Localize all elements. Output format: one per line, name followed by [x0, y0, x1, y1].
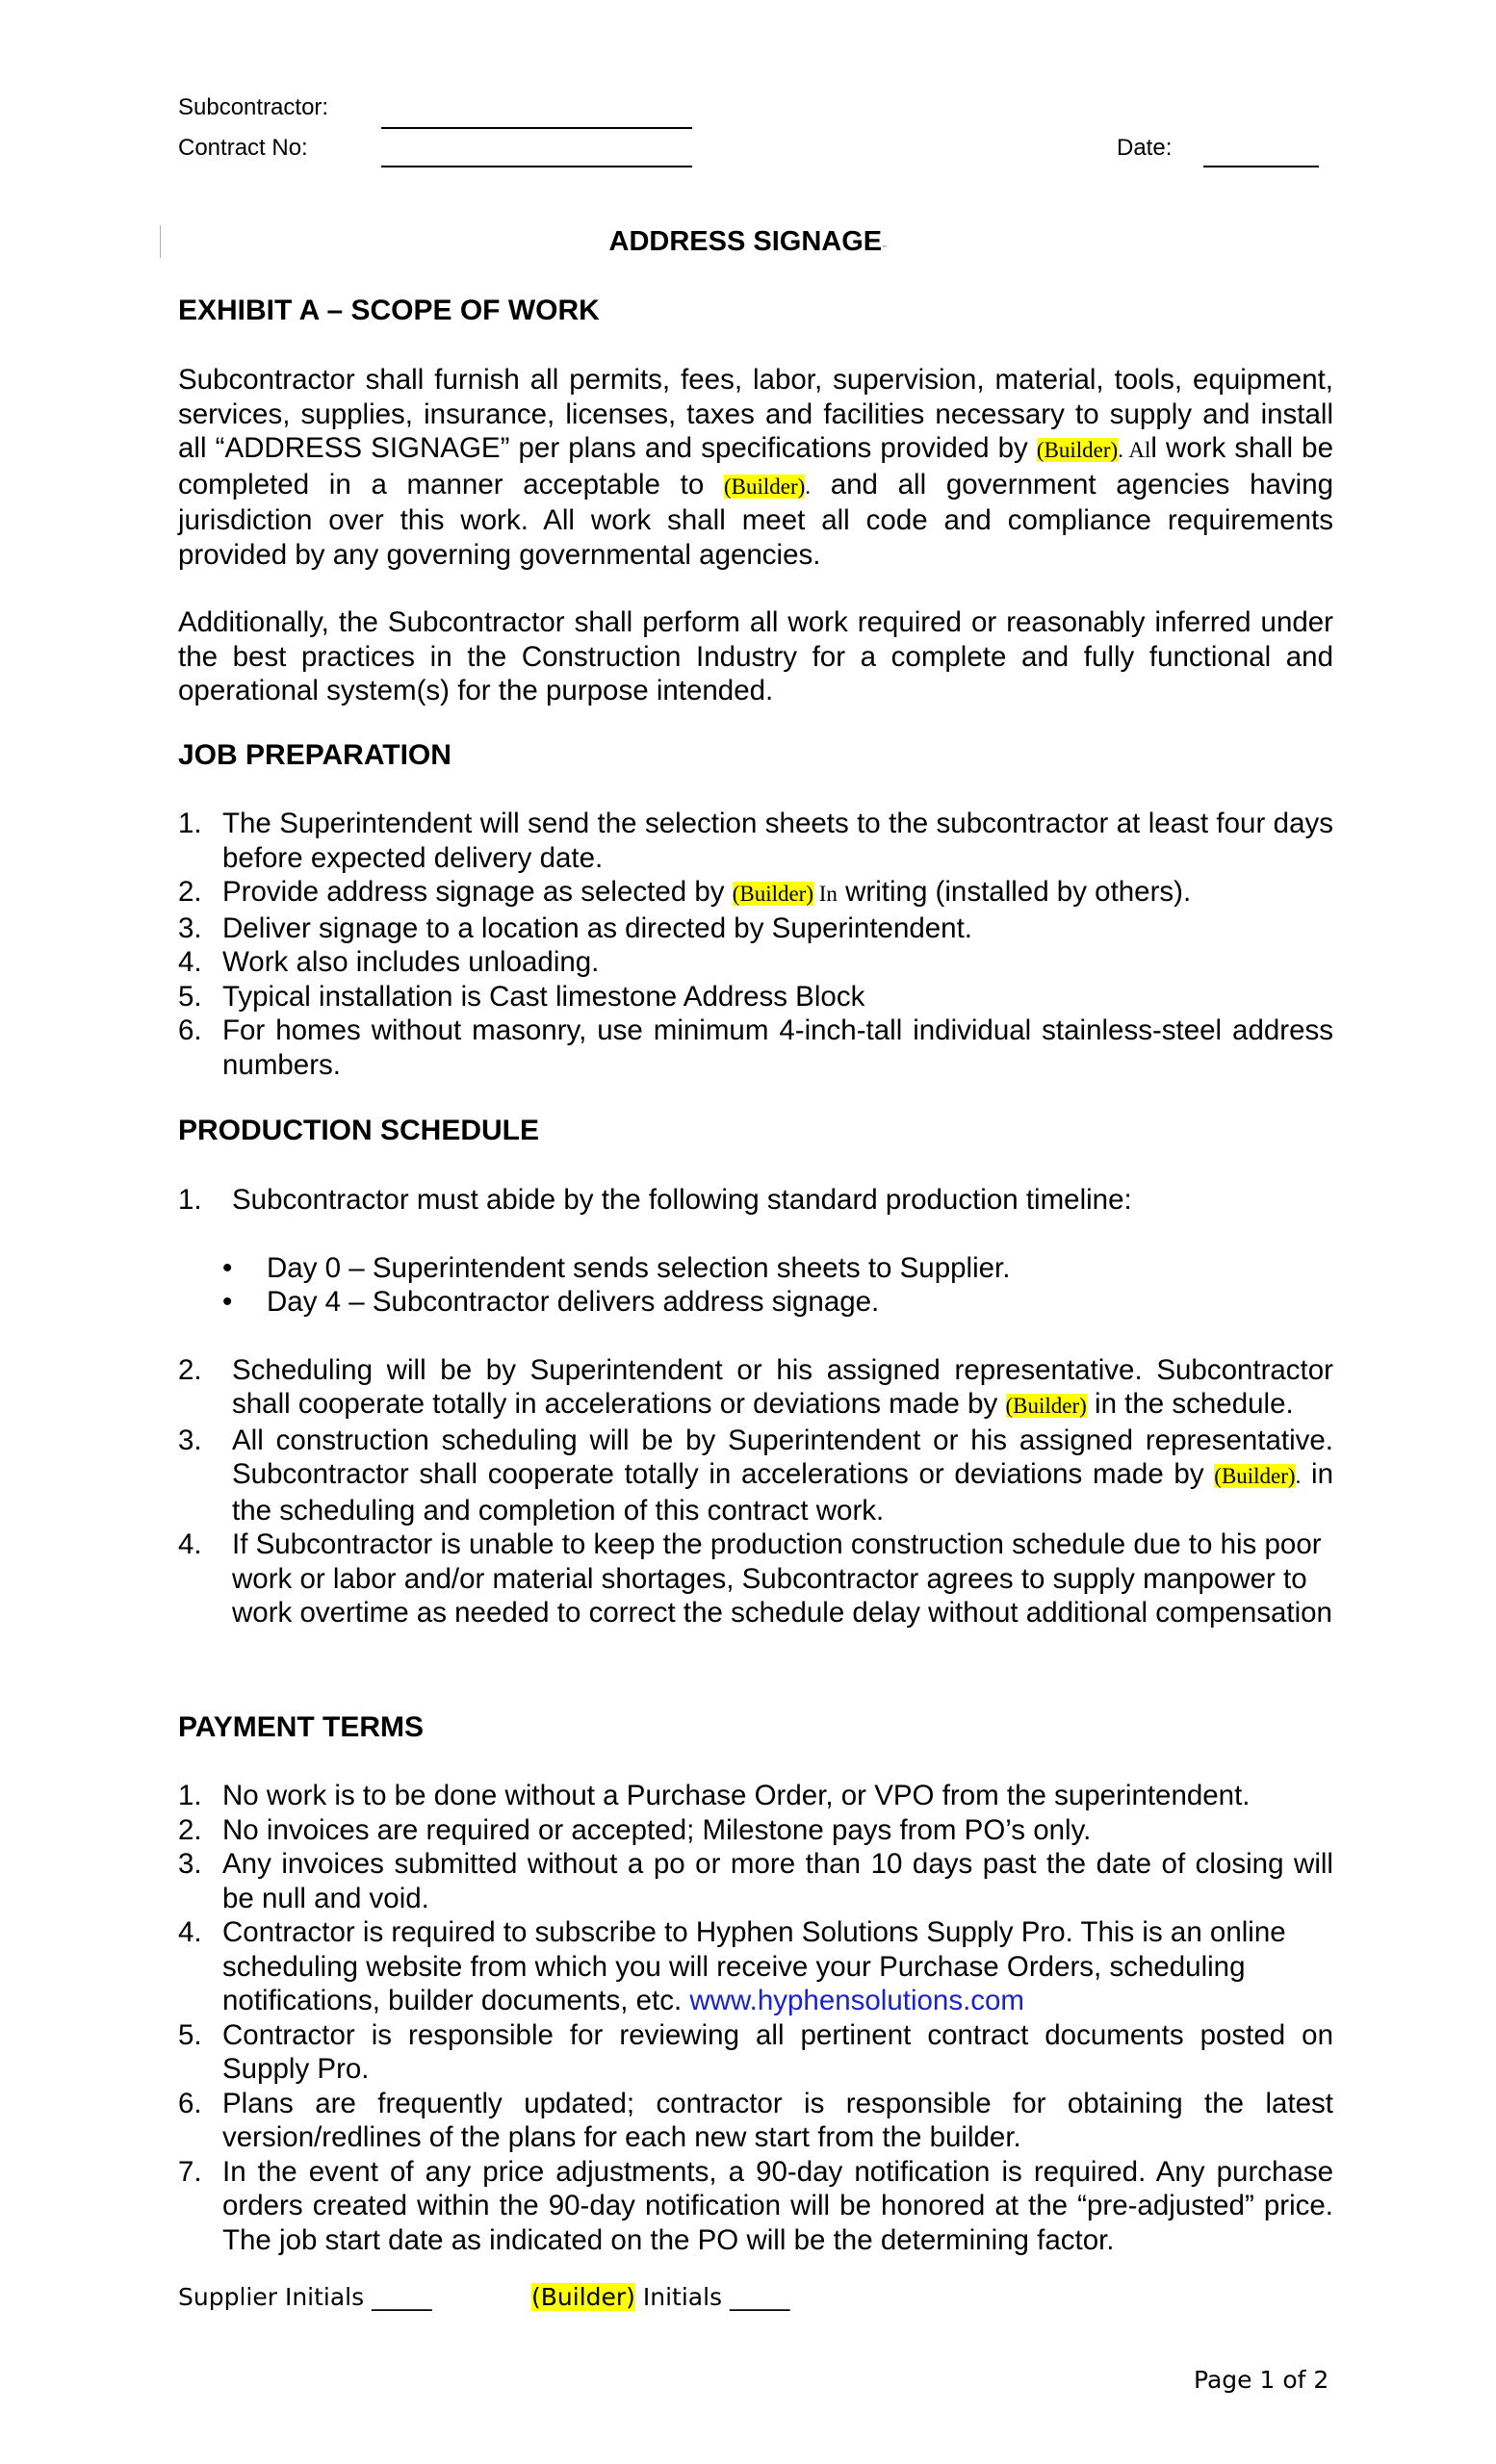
production-schedule-list [178, 1183, 1333, 1630]
supplier-initials: Supplier Initials _____ [178, 2283, 432, 2311]
date-label: Date: [1117, 135, 1173, 161]
list-item: 5. Typical installation is Cast limestone Address Block [178, 980, 865, 1013]
list-item: 5. Contractor is responsible for reviewing all pertinent contract documents posted on Supply Pro. [178, 2018, 1333, 2085]
payment-terms-heading: PAYMENT TERMS [178, 1711, 425, 1743]
list-item: 3. Any invoices submitted without a po or more than 10 days past the date of closing will be null and void. [178, 1848, 1333, 1914]
list-item: 4. If Subcontractor is unable to keep the production construction schedule due to his poor work or labor and/or material shortages, Subcontractor agrees to supply manpower to work overtime as needed to correct the schedule delay without additional compensation [178, 1528, 1332, 1629]
list-item: 2. No invoices are required or accepted; Milestone pays from PO’s only. [178, 1813, 1092, 1846]
exhibit-heading: EXHIBIT A – SCOPE OF WORK [178, 295, 600, 326]
builder-highlight: (Builder) [723, 474, 806, 499]
job-preparation-list [178, 807, 1333, 1082]
job-preparation-heading: JOB PREPARATION [178, 739, 451, 771]
list-item: 3. Deliver signage to a location as directed by Superintendent. [178, 911, 972, 944]
list-item: 7. In the event of any price adjustments, a 90-day notification is required. Any purchase orders created within the 90-day notification will be honored at the “pre-adjusted” price. The job start date as indicated on the PO will be the determining factor. [178, 2155, 1333, 2256]
builder-highlight: (Builder) [1214, 1464, 1296, 1488]
hyphen-solutions-link[interactable]: www.hyphensolutions.com [689, 1985, 1024, 2016]
page-title-text: ADDRESS SIGNAGE [608, 226, 883, 257]
subcontractor-label: Subcontractor: [178, 94, 329, 120]
list-item: 1. The Superintendent will send the selection sheets to the subcontractor at least four days before expected delivery date. [178, 808, 1333, 874]
builder-highlight: (Builder) [1005, 1394, 1087, 1418]
subcontractor-field[interactable] [381, 102, 692, 129]
list-item: 1. Subcontractor must abide by the following standard production timeline: [178, 1184, 1132, 1216]
bullet-item: • Day 4 – Subcontractor delivers address signage. [222, 1286, 880, 1318]
scope-paragraph-1: Subcontractor shall furnish all permits, fees, labor, supervision, material, tools, equipment, services, supplies, insurance, licenses, taxes and facilities necessary to supply and install all “ADDRESS SIGNAGE” per plans and specifications provided by (Builder). All work shall be completed in a manner acceptable to (Builder). and all government agencies having jurisdiction over this work. All work shall meet all code and compliance requirements provided by any governing governmental agencies. [178, 364, 1334, 571]
contract-no-field[interactable] [381, 141, 692, 167]
list-item: 4. Contractor is required to subscribe to Hyphen Solutions Supply Pro. This is an online scheduling website from which you will receive your Purchase Orders, scheduling notifications, builder documents, etc. www.hyphensolutions.com [178, 1916, 1286, 2016]
page-number: Page 1 of 2 [1194, 2366, 1329, 2394]
builder-initials: (Builder) Initials _____ [531, 2283, 790, 2311]
production-schedule-heading: PRODUCTION SCHEDULE [178, 1115, 540, 1146]
list-item: 1. No work is to be done without a Purchase Order, or VPO from the superintendent. [178, 1780, 1251, 1811]
list-item: 6. For homes without masonry, use minimum 4-inch-tall individual stainless-steel address numbers. [178, 1014, 1333, 1081]
bullet-item: • Day 0 – Superintendent sends selection sheets to Supplier. [222, 1251, 1011, 1284]
contract-no-label: Contract No: [178, 135, 308, 161]
scope-section [178, 363, 1333, 708]
list-item: 3. All construction scheduling will be by Superintendent or his assigned representative. Subcontractor shall cooperate totally in accelerations or deviations made by (Builder). in the scheduling and completion of this contract work. [178, 1424, 1333, 1527]
date-field[interactable] [1203, 141, 1319, 167]
list-item: 6. Plans are frequently updated; contractor is responsible for obtaining the latest version/redlines of the plans for each new start from the builder. [178, 2087, 1333, 2153]
list-item: 4. Work also includes unloading. [178, 946, 600, 978]
builder-highlight: (Builder) [1036, 438, 1119, 462]
builder-highlight: (Builder) [531, 2283, 635, 2311]
scope-paragraph-2: Additionally, the Subcontractor shall perform all work required or reasonably inferred under the best practices in the Construction Industry for a complete and fully functional and operational system(s) for the purpose intended. [178, 606, 1333, 706]
payment-terms-list [178, 1779, 1333, 2257]
page-title: ADDRESS SIGNAGE- [608, 226, 888, 257]
list-item: 2. Provide address signage as selected by (Builder) In writing (installed by others). [178, 876, 1192, 908]
list-item: 2. Scheduling will be by Superintendent or his assigned representative. Subcontractor shall cooperate totally in accelerations or deviations made by (Builder) in the schedule. [178, 1353, 1333, 1420]
builder-highlight: (Builder) [732, 882, 813, 906]
